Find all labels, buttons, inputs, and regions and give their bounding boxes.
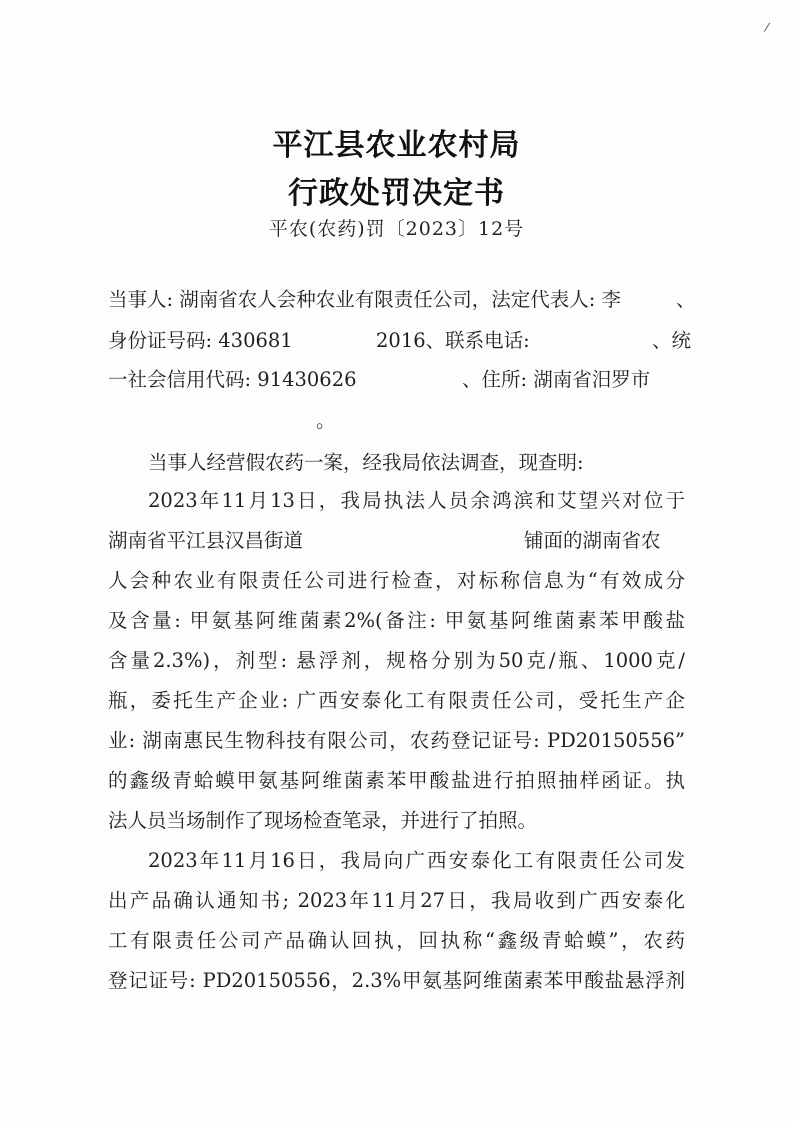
corner-mark: /	[763, 19, 771, 35]
party-line-2-end: 、统	[652, 329, 692, 352]
paragraph-2-line-4: 登记证号: PD20150556，2.3%甲氨基阿维菌素苯甲酸盐悬浮剂	[108, 969, 685, 992]
party-line-1: 当事人: 湖南省农人会种农业有限责任公司，法定代表人: 李	[108, 288, 622, 311]
title-agency: 平江县农业农村局	[272, 128, 521, 163]
party-phone-label: 2016、联系电话:	[376, 329, 530, 352]
paragraph-1-line-6: 瓶，委托生产企业: 广西安泰化工有限责任公司，受托生产企	[108, 689, 685, 712]
party-id-number: 身份证号码: 430681	[108, 329, 293, 352]
paragraph-1-line-5: 含量2.3%)，剂型: 悬浮剂，规格分别为50克/瓶、1000克/	[108, 649, 685, 672]
paragraph-1-line-3: 人会种农业有限责任公司进行检查，对标称信息为“有效成分	[108, 569, 685, 592]
party-credit-code: 一社会信用代码: 91430626	[108, 368, 357, 391]
paragraph-1-line-2a: 湖南省平江县汉昌街道	[108, 529, 304, 552]
paragraph-1-line-2b: 铺面的湖南省农	[524, 529, 661, 552]
document-number: 平农(农药)罚〔2023〕12号	[268, 218, 525, 240]
paragraph-1-line-1: 2023年11月13日，我局执法人员余鸿滨和艾望兴对位于	[148, 489, 685, 512]
paragraph-1-line-4: 及含量: 甲氨基阿维菌素2%(备注: 甲氨基阿维菌素苯甲酸盐	[108, 609, 685, 632]
paragraph-1-line-8: 的鑫级青蛤蟆甲氨基阿维菌素苯甲酸盐进行拍照抽样函证。执	[108, 769, 685, 792]
title-document-type: 行政处罚决定书	[288, 176, 505, 211]
findings-intro: 当事人经营假农药一案，经我局依法调查，现查明:	[148, 451, 584, 474]
party-line-1-end: 、	[676, 288, 696, 311]
paragraph-2-line-3: 工有限责任公司产品确认回执，回执称“鑫级青蛤蟆”，农药	[108, 929, 685, 952]
party-address: 、住所: 湖南省汨罗市	[462, 368, 651, 391]
paragraph-1-line-9: 法人员当场制作了现场检查笔录，并进行了拍照。	[108, 809, 538, 832]
paragraph-1-line-7: 业: 湖南惠民生物科技有限公司，农药登记证号: PD20150556”	[108, 729, 685, 752]
paragraph-2-line-1: 2023年11月16日，我局向广西安泰化工有限责任公司发	[148, 849, 685, 872]
paragraph-2-line-2: 出产品确认通知书; 2023年11月27日，我局收到广西安泰化	[108, 889, 685, 912]
party-line-4: 。	[316, 409, 336, 432]
